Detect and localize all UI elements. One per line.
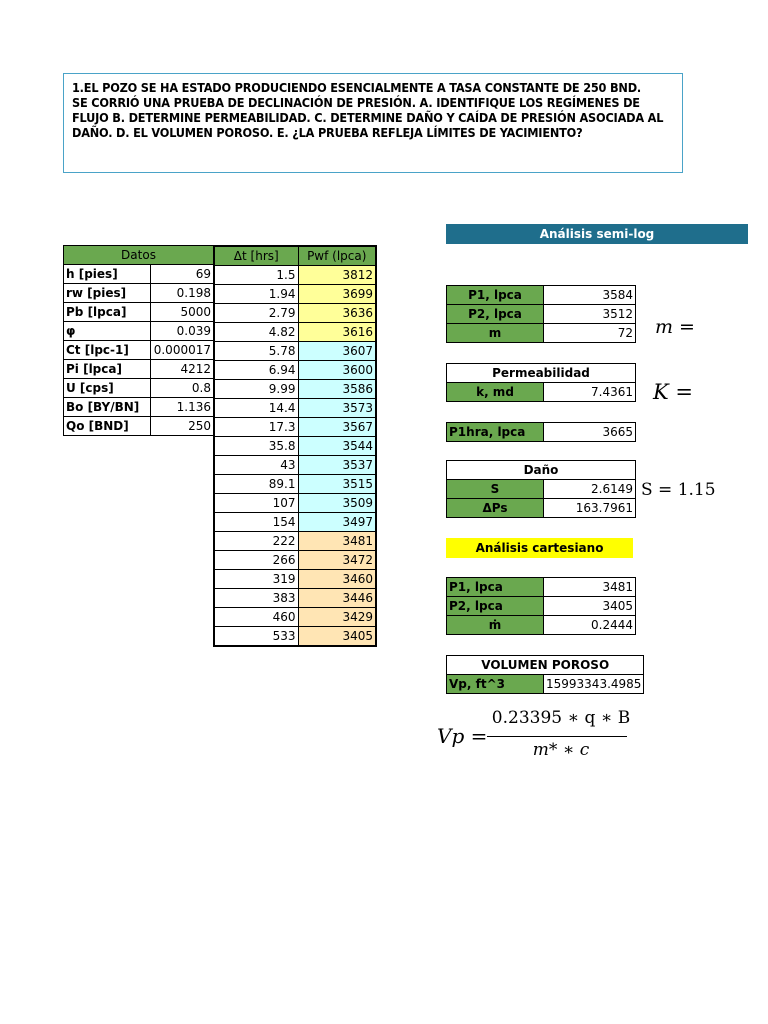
pwf-value: 3600 [298, 361, 376, 380]
pwf-value: 3460 [298, 570, 376, 589]
pwf-value: 3472 [298, 551, 376, 570]
pwf-value: 3586 [298, 380, 376, 399]
pwf-value: 3607 [298, 342, 376, 361]
datos-header: Datos [64, 246, 214, 265]
series-row [214, 380, 376, 399]
datos-value: 0.039 [151, 322, 214, 341]
datos-value: 69 [151, 265, 214, 284]
p1-value: 3584 [544, 286, 636, 305]
datos-label: Pb [lpca] [64, 303, 151, 322]
dps-value: 163.7961 [544, 499, 636, 518]
semilog-banner: Análisis semi-log [446, 224, 748, 244]
datos-label: U [cps] [64, 379, 151, 398]
datos-value: 5000 [151, 303, 214, 322]
series-row [214, 475, 376, 494]
series-row [214, 589, 376, 608]
delta-t-value: 17.3 [214, 418, 298, 437]
datos-row [64, 398, 214, 417]
vp-formula-numerator: 0.23395 ∗ q ∗ B [491, 708, 631, 728]
pwf-value: 3812 [298, 266, 376, 285]
cart-p2-label: P2, lpca [447, 597, 544, 616]
vp-formula [437, 708, 637, 764]
dano-table [446, 460, 636, 518]
series-row [214, 418, 376, 437]
series-row [214, 323, 376, 342]
series-row [214, 513, 376, 532]
datos-label: Bo [BY/BN] [64, 398, 151, 417]
cartesiano-banner: Análisis cartesiano [446, 538, 633, 558]
datos-label: rw [pies] [64, 284, 151, 303]
delta-t-value: 1.94 [214, 285, 298, 304]
datos-value: 250 [151, 417, 214, 436]
delta-t-value: 2.79 [214, 304, 298, 323]
vp-value: 15993343.4985 [544, 675, 644, 694]
delta-t-value: 266 [214, 551, 298, 570]
datos-row [64, 341, 214, 360]
problem-line: 1.EL POZO SE HA ESTADO PRODUCIENDO ESENCIALMENTE A TASA CONSTANTE DE 250 BND. [72, 80, 642, 95]
delta-t-value: 107 [214, 494, 298, 513]
cart-m-label: ṁ [447, 616, 544, 635]
k-formula-fragment: K = [653, 380, 693, 404]
cart-p1-label: P1, lpca [447, 578, 544, 597]
pwf-value: 3481 [298, 532, 376, 551]
s-label: S [447, 480, 544, 499]
pwf-value: 3573 [298, 399, 376, 418]
dps-label: ΔPs [447, 499, 544, 518]
series-row [214, 456, 376, 475]
pwf-header: Pwf (lpca) [298, 246, 376, 266]
pwf-value: 3405 [298, 627, 376, 647]
delta-t-value: 533 [214, 627, 298, 647]
m-formula-fragment: m = [655, 316, 695, 338]
delta-t-value: 43 [214, 456, 298, 475]
pwf-value: 3515 [298, 475, 376, 494]
pressure-series-table [213, 245, 377, 647]
cart-p2-value: 3405 [544, 597, 636, 616]
dano-title: Daño [447, 461, 636, 480]
vp-formula-lhs: Vp = [437, 724, 488, 748]
s-formula-fragment: S = 1.15 [641, 480, 716, 500]
pwf-value: 3699 [298, 285, 376, 304]
datos-label: Pi [lpca] [64, 360, 151, 379]
fraction-bar [487, 736, 627, 737]
series-row [214, 608, 376, 627]
delta-t-header: Δt [hrs] [214, 246, 298, 266]
s-value: 2.6149 [544, 480, 636, 499]
datos-value: 0.198 [151, 284, 214, 303]
series-row [214, 551, 376, 570]
m-value: 72 [544, 324, 636, 343]
pwf-value: 3509 [298, 494, 376, 513]
problem-line: DAÑO. D. EL VOLUMEN POROSO. E. ¿LA PRUEBA REFLEJA LÍMITES DE YACIMIENTO? [72, 125, 583, 140]
vp-label: Vp, ft^3 [447, 675, 544, 694]
delta-t-value: 89.1 [214, 475, 298, 494]
series-row [214, 532, 376, 551]
series-row [214, 285, 376, 304]
vp-formula-denominator: m* ∗ c [532, 740, 590, 760]
pwf-value: 3636 [298, 304, 376, 323]
datos-label: Ct [lpc-1] [64, 341, 151, 360]
pwf-value: 3537 [298, 456, 376, 475]
datos-row [64, 265, 214, 284]
datos-value: 0.8 [151, 379, 214, 398]
delta-t-value: 222 [214, 532, 298, 551]
delta-t-value: 5.78 [214, 342, 298, 361]
k-label: k, md [447, 383, 544, 402]
delta-t-value: 319 [214, 570, 298, 589]
volumen-table [446, 655, 644, 694]
delta-t-value: 460 [214, 608, 298, 627]
series-row [214, 361, 376, 380]
pwf-value: 3446 [298, 589, 376, 608]
datos-value: 4212 [151, 360, 214, 379]
series-row [214, 437, 376, 456]
p1-label: P1, lpca [447, 286, 544, 305]
delta-t-value: 383 [214, 589, 298, 608]
delta-t-value: 9.99 [214, 380, 298, 399]
datos-row [64, 379, 214, 398]
series-row [214, 570, 376, 589]
p2-value: 3512 [544, 305, 636, 324]
pwf-value: 3429 [298, 608, 376, 627]
delta-t-value: 154 [214, 513, 298, 532]
datos-value: 1.136 [151, 398, 214, 417]
pwf-value: 3497 [298, 513, 376, 532]
delta-t-value: 1.5 [214, 266, 298, 285]
series-row [214, 342, 376, 361]
series-row [214, 304, 376, 323]
m-label: m [447, 324, 544, 343]
datos-row [64, 303, 214, 322]
datos-label: h [pies] [64, 265, 151, 284]
delta-t-value: 6.94 [214, 361, 298, 380]
delta-t-value: 4.82 [214, 323, 298, 342]
datos-row [64, 322, 214, 341]
cart-p1-value: 3481 [544, 578, 636, 597]
pwf-value: 3567 [298, 418, 376, 437]
semilog-table [446, 285, 636, 343]
p1hra-value: 3665 [544, 423, 636, 442]
series-row [214, 627, 376, 647]
pwf-value: 3616 [298, 323, 376, 342]
permeabilidad-table [446, 363, 636, 402]
k-value: 7.4361 [544, 383, 636, 402]
series-row [214, 399, 376, 418]
cartesiano-table [446, 577, 636, 635]
pwf-value: 3544 [298, 437, 376, 456]
p2-label: P2, lpca [447, 305, 544, 324]
problem-statement [63, 73, 683, 173]
permeabilidad-title: Permeabilidad [447, 364, 636, 383]
datos-row [64, 417, 214, 436]
delta-t-value: 14.4 [214, 399, 298, 418]
datos-label: Qo [BND] [64, 417, 151, 436]
series-row [214, 266, 376, 285]
problem-line: FLUJO B. DETERMINE PERMEABILIDAD. C. DETERMINE DAÑO Y CAÍDA DE PRESIÓN ASOCIADA AL [72, 110, 664, 125]
p1hra-table [446, 422, 636, 442]
datos-row [64, 360, 214, 379]
cart-m-value: 0.2444 [544, 616, 636, 635]
datos-table [63, 245, 214, 436]
p1hra-label: P1hra, lpca [447, 423, 544, 442]
volumen-title: VOLUMEN POROSO [447, 656, 644, 675]
delta-t-value: 35.8 [214, 437, 298, 456]
series-row [214, 494, 376, 513]
datos-row [64, 284, 214, 303]
datos-value: 0.000017 [151, 341, 214, 360]
datos-label: φ [64, 322, 151, 341]
problem-line: SE CORRIÓ UNA PRUEBA DE DECLINACIÓN DE PRESIÓN. A. IDENTIFIQUE LOS REGÍMENES DE [72, 95, 640, 110]
